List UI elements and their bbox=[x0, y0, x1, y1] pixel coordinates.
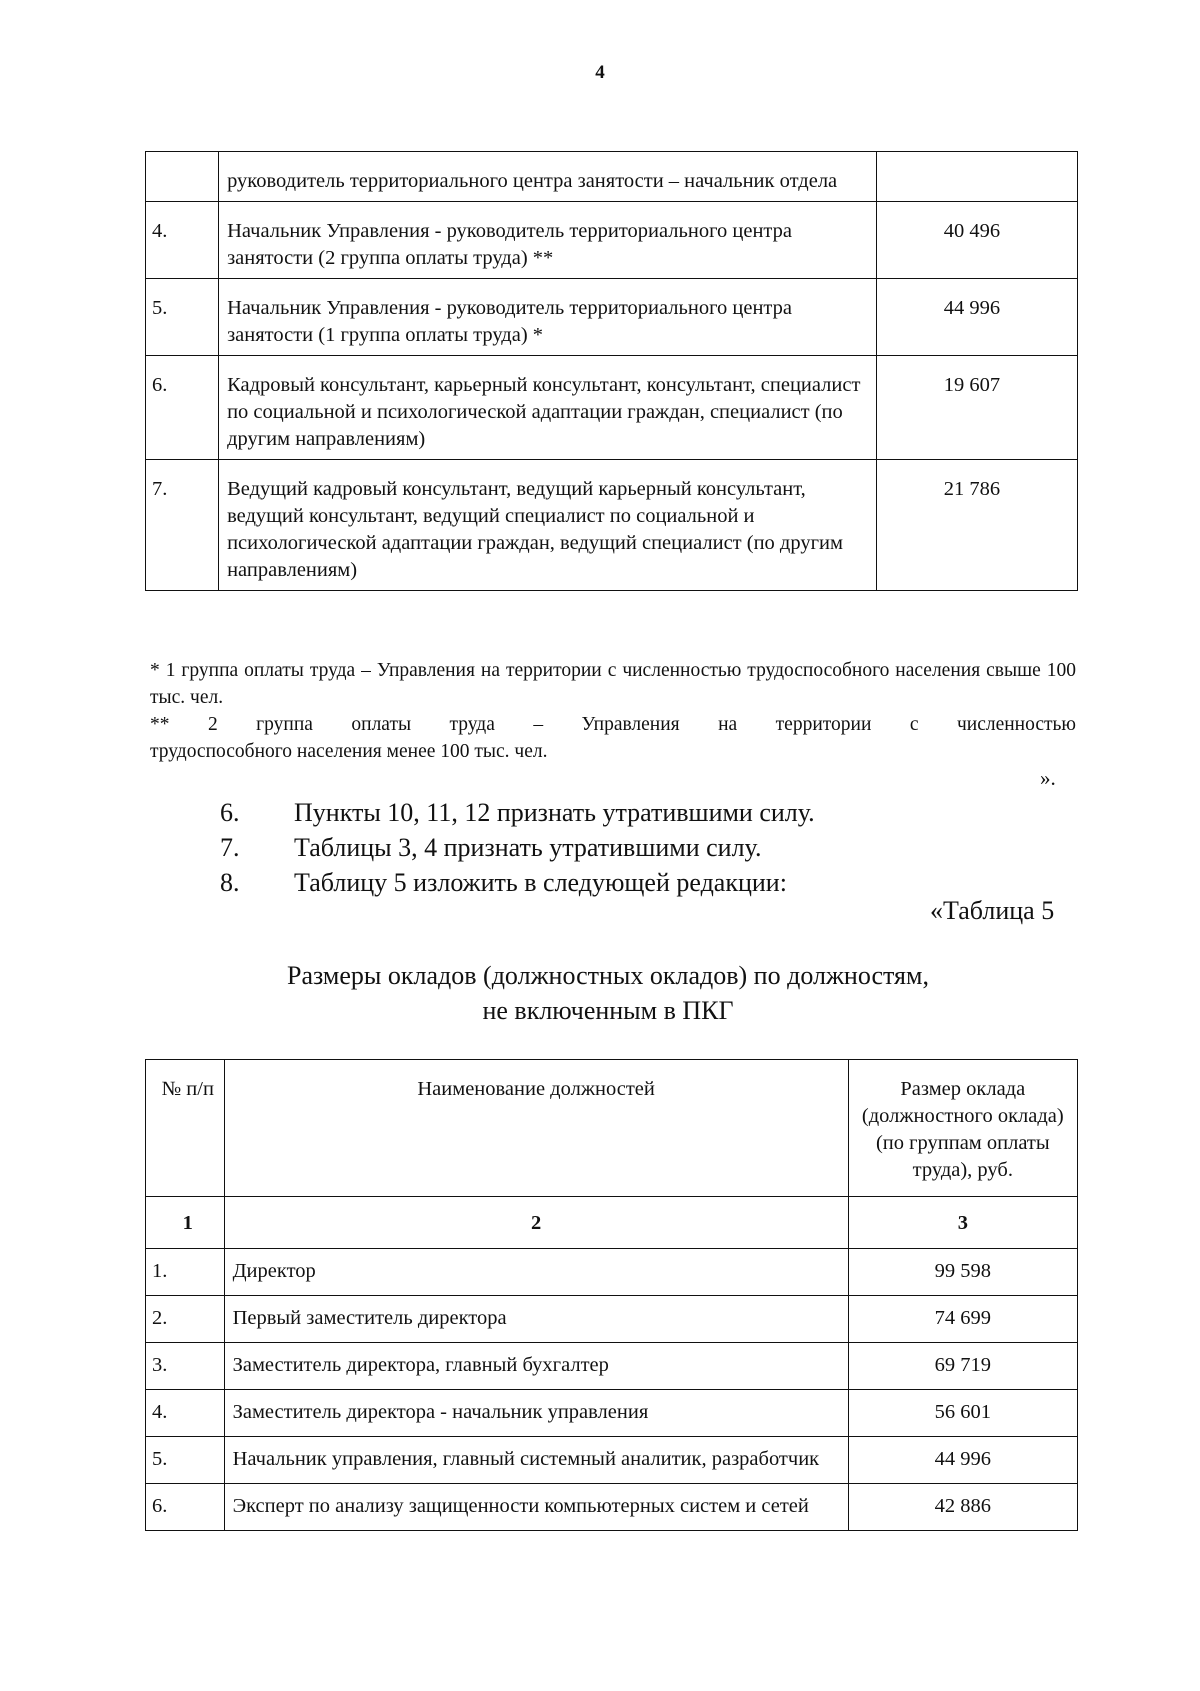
row-number: 6. bbox=[146, 356, 219, 460]
position-name: Эксперт по анализу защищенности компьютерных систем и сетей bbox=[224, 1484, 848, 1531]
salary-value: 19 607 bbox=[943, 374, 1001, 396]
position-name: Заместитель директора - начальник управления bbox=[224, 1390, 848, 1437]
table-header-row bbox=[146, 1060, 1078, 1197]
position-name: Первый заместитель директора bbox=[224, 1296, 848, 1343]
footnote-group-1: * 1 группа оплаты труда – Управления на территории с численностью трудоспособного населения свыше 100 тыс. чел. bbox=[150, 660, 1076, 708]
table-row bbox=[146, 460, 1078, 591]
row-number: 5. bbox=[146, 1437, 225, 1484]
position-name: Заместитель директора, главный бухгалтер bbox=[224, 1343, 848, 1390]
page-number: 4 bbox=[595, 62, 605, 83]
amendment-item bbox=[220, 830, 1020, 865]
row-number: 2. bbox=[146, 1296, 225, 1343]
row-number: 7. bbox=[146, 460, 219, 591]
table-row bbox=[146, 356, 1078, 460]
table-row bbox=[146, 1343, 1078, 1390]
row-number: 3. bbox=[146, 1343, 225, 1390]
salary-cell bbox=[876, 356, 1077, 460]
row-number bbox=[146, 152, 219, 202]
salary-table-5 bbox=[145, 1059, 1078, 1531]
table-row bbox=[146, 1437, 1078, 1484]
position-name: Ведущий кадровый консультант, ведущий карьерный консультант, ведущий консультант, ведущий специалист по социальной и психологической адаптации граждан, ведущий специалист (по другим направлениям) bbox=[219, 460, 877, 591]
table-row bbox=[146, 1484, 1078, 1531]
amendment-item bbox=[220, 795, 1020, 830]
amendment-number: 7. bbox=[220, 833, 240, 862]
header-position-name: Наименование должностей bbox=[224, 1060, 848, 1197]
position-name: Директор bbox=[224, 1249, 848, 1296]
salary-value: 56 601 bbox=[848, 1390, 1077, 1437]
salary-value: 69 719 bbox=[848, 1343, 1077, 1390]
amendment-text: Пункты 10, 11, 12 признать утратившими силу. bbox=[294, 798, 815, 827]
amendment-number: 8. bbox=[220, 868, 240, 897]
column-index: 2 bbox=[224, 1197, 848, 1249]
table-caption: «Таблица 5 bbox=[930, 896, 1055, 925]
table-title-line2: не включенным в ПКГ bbox=[482, 996, 734, 1025]
salary-table-continued bbox=[145, 151, 1078, 591]
salary-cell bbox=[876, 460, 1077, 591]
amendment-number: 6. bbox=[220, 798, 240, 827]
amendment-text: Таблицу 5 изложить в следующей редакции: bbox=[294, 868, 787, 897]
closing-quote: ». bbox=[1040, 766, 1056, 790]
table-row bbox=[146, 202, 1078, 279]
table-row bbox=[146, 279, 1078, 356]
footnote-group-2-line2: трудоспособного населения менее 100 тыс. чел. bbox=[150, 741, 548, 762]
row-number: 4. bbox=[146, 1390, 225, 1437]
salary-value: 40 496 bbox=[943, 220, 1001, 242]
table-row bbox=[146, 1390, 1078, 1437]
salary-value: 99 598 bbox=[848, 1249, 1077, 1296]
amendment-item bbox=[220, 865, 1020, 900]
header-salary: Размер оклада (должностного оклада) (по группам оплаты труда), руб. bbox=[848, 1060, 1077, 1197]
footnotes bbox=[150, 657, 1076, 765]
position-name: Начальник Управления - руководитель территориального центра занятости (1 группа оплаты труда) * bbox=[219, 279, 877, 356]
salary-value: 44 996 bbox=[943, 297, 1001, 319]
table-row bbox=[146, 152, 1078, 202]
salary-cell bbox=[876, 152, 1077, 202]
amendment-text: Таблицы 3, 4 признать утратившими силу. bbox=[294, 833, 762, 862]
footnote-group-2-line1: ** 2 группа оплаты труда – Управления на территории с численностью bbox=[150, 714, 1076, 735]
position-name: Кадровый консультант, карьерный консультант, консультант, специалист по социальной и психологической адаптации граждан, специалист (по другим направлениям) bbox=[219, 356, 877, 460]
position-name: руководитель территориального центра занятости – начальник отдела bbox=[219, 152, 877, 202]
salary-value: 42 886 bbox=[848, 1484, 1077, 1531]
table-row bbox=[146, 1249, 1078, 1296]
column-index: 3 bbox=[848, 1197, 1077, 1249]
table-row bbox=[146, 1296, 1078, 1343]
salary-cell bbox=[876, 279, 1077, 356]
row-number: 4. bbox=[146, 202, 219, 279]
row-number: 5. bbox=[146, 279, 219, 356]
row-number: 6. bbox=[146, 1484, 225, 1531]
position-name: Начальник управления, главный системный аналитик, разработчик bbox=[224, 1437, 848, 1484]
salary-value: 44 996 bbox=[848, 1437, 1077, 1484]
column-index-row bbox=[146, 1197, 1078, 1249]
amendment-list bbox=[220, 795, 1020, 900]
row-number: 1. bbox=[146, 1249, 225, 1296]
table-title-line1: Размеры окладов (должностных окладов) по должностям, bbox=[287, 961, 929, 990]
position-name: Начальник Управления - руководитель территориального центра занятости (2 группа оплаты труда) ** bbox=[219, 202, 877, 279]
salary-value: 21 786 bbox=[943, 478, 1001, 500]
table-title bbox=[0, 958, 1200, 1028]
column-index: 1 bbox=[146, 1197, 225, 1249]
header-number: № п/п bbox=[146, 1060, 225, 1197]
salary-cell bbox=[876, 202, 1077, 279]
salary-value: 74 699 bbox=[848, 1296, 1077, 1343]
